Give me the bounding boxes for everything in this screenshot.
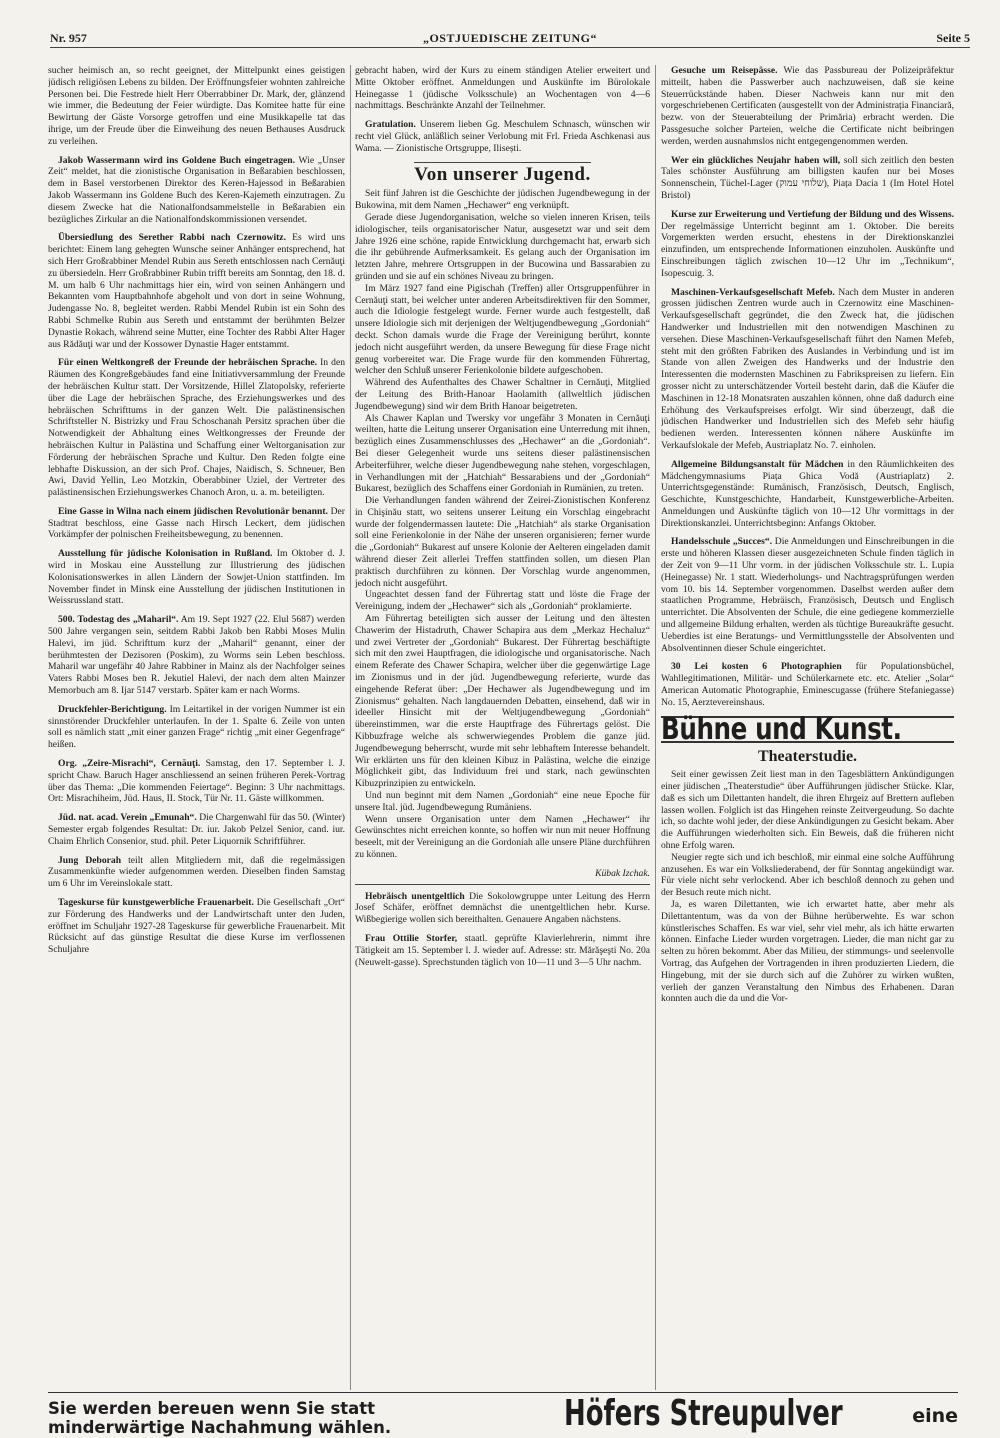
article-heading: Druckfehler-Berichtigung. xyxy=(58,703,167,715)
separator xyxy=(355,884,650,885)
ad-text xyxy=(48,1399,508,1437)
article-title: Theaterstudie. xyxy=(757,748,858,766)
paragraph: Die Verhandlungen fanden während der Zeirei-Zionistischen Konferenz in Chişinău statt, wo seitens unserer Leitung ein Vorschlag eingebracht wurde der folgendermassen lautete: Die „Hatchiah“ als starke Organisation soll eine Ferienkolonie in der Nähe der unseren organisieren; ferner wurde die „Gordoniah“ Bukarest auf unsere Kolonie der Aelteren eingeladen damit während dieser Zeit allerlei Treffen stattfinden sollen, um diesen Plan praktisch durchführen zu können. Der Vorschlag wurde angenommen, jedoch nicht ausgeführt. xyxy=(355,495,650,589)
notice xyxy=(661,287,954,452)
notice-heading: Wer ein glückliches Neujahr haben will, xyxy=(671,154,841,166)
paragraph: Als Chawer Kaplan und Twersky vor ungefähr 3 Monaten in Cernăuţi weilten, hatte die Leitung unserer Organisation eine Unterredung mit ihnen, bezüglich eines Zusammenschlusses des „Hechawer“ an die „Gordoniah“. Bei dieser Gelegenheit wurde uns seitens dieser palästinensischen Arbeiterführer, welche dieser Jugendbewegung nahe stehen, vorgeschlagen, in Verhandlungen mit der „Hatchiah“ Bessarabiens und der „Gordoniah“ Bukarest, bezüglich des Schaffens einer Gordoniah in Rumänien, zu treten. xyxy=(355,412,650,495)
notice xyxy=(661,536,954,654)
article xyxy=(48,614,345,697)
page-header xyxy=(50,27,970,47)
header-rule xyxy=(50,47,970,48)
section-title: Von unserer Jugend. xyxy=(414,163,591,185)
article-body: staatl. geprüfte Klavierlehrerin, nimmt ihre Tätigkeit am 15. September l. J. wieder auf. Adresse: str. Mărăşeşti No. 20a (Neuwelt-gasse). Sprechstunden täglich von 10—11 und 3—5 Uhr nachm. xyxy=(355,932,650,968)
issue-number: Nr. 957 xyxy=(50,31,87,45)
article xyxy=(48,357,345,499)
article-body: Die Sokolowgruppe unter Leitung des Herrn Josef Schäfer, eröffnet demnächst die unentgeltlichen hebr. Kurse. Wißbegierige wollen sich bereithalten. Genauere Angaben nächstens. xyxy=(355,890,650,926)
article xyxy=(48,506,345,541)
article-body: Es wird uns berichtet: Einem lang gehegten Wunsche seiner Anhänger entsprechend, hat sich Herr Großrabbiner Mendel Rubin aus Sereth entschlossen nach Cernăuţi zu übersiedeln. Herr Großrabbiner Rubin trifft bereits am Sonntag, den 18. d. M. um halb 6 Uhr nachmittags hier ein, wird von seinen Anhängern und Bekannten vom Hauptbahnhofe abgeholt und von dort in seine Wohnung, Judengasse No. 8, begleitet werden. Rabbi Mendel Rubin ist ein Sohn des Rabbi Schmelke Rubin aus Sereth und entstammt der berühmten Belzer Dynastie Rokach, während seine Mutter, eine Tochter des Rabbi Alter Hager aus Rădăuţi war und der Kossower Dynastie Hager entstammt. xyxy=(48,232,345,350)
column-divider xyxy=(350,65,351,1390)
notice xyxy=(661,155,954,202)
notice-body: soll sich zeitlich den besten Tales schönster Ausführung am billigsten kaufen nur bei Moses Sonnenschein, Tüchel-Lager (שלוחי עמוק), Piața Dacia 1 (Im Hotel Hotel Bristol) xyxy=(661,154,954,201)
article xyxy=(48,758,345,805)
article-body: Im Oktober d. J. wird in Moskau eine Ausstellung zur Illustrierung des jüdischen Kolonisationswerkes in allen Ländern der Sowjet-Union stattfinden. Im November findet in Minsk eine Ausstellung der jüdischen Institutionen in Weissrussland statt. xyxy=(48,548,345,607)
column-2 xyxy=(355,65,650,1390)
article-heading: Gratulation. xyxy=(365,119,416,131)
paragraph: Gerade diese Jugendorganisation, welche so vielen inneren Krisen, teils idiologischer, teils organisatorischer Natur, ausgesetzt war und seit dem Jahre 1926 eine schöne, rapide Entwicklung durchgemacht hat, erwarb sich die ihr gebührende Aufmerksamkeit. Es gelang auch der Organisation im letzten Jahre, mehrere Ortsgruppen in der Bucowina und Bassarabien zu gründen und sie auf ein schönes Niveau zu bringen. xyxy=(355,211,650,282)
article xyxy=(355,119,650,154)
article-heading: 500. Todestag des „Maharil“. xyxy=(58,614,179,626)
article-heading: Hebräisch unentgeltlich xyxy=(365,890,465,902)
notice-heading: 30 Lei kosten 6 Photographien xyxy=(671,661,842,673)
notice-heading: Maschinen-Verkaufsgesellschaft Mefeb. xyxy=(671,286,835,298)
signature: Kübak Izchak. xyxy=(595,867,650,879)
column-1 xyxy=(48,65,345,1390)
separator xyxy=(414,162,591,163)
notice-heading: Kurse zur Erweiterung und Vertiefung der Bildung und des Wissens. xyxy=(671,208,954,220)
article-body: gebracht haben, wird der Kurs zu einem ständigen Atelier erweitert und Mitte Oktober eröffnet. Anmeldungen und Auskünfte im Bürolokale Heinegasse 1 (jüdische Volksschule) an Wochentagen von 4—6 nachmittags. Beschränkte Anzahl der Teilnehmer. xyxy=(355,65,650,112)
paragraph: Wenn unsere Organisation unter dem Namen „Hechawer“ ihr Gewünschtes nicht erreichen konnte, so hoffen wir nun mit neuer Hoffnung beseelt, mit der Vereinigung an die Gordoniah alle unsere Pläne durchführen zu können. xyxy=(355,813,650,860)
article-heading: Tageskurse für kunstgewerbliche Frauenarbeit. xyxy=(58,897,254,908)
notice-heading: Handelsschule „Succes“. xyxy=(671,536,773,548)
article-body: Samstag, den 17. September l. J. spricht Chaw. Baruch Hager anschliessend an seinen früheren Perek-Vortrag über das Thema: „Die kommenden Feiertage“. Beginn: 3 Uhr nachmittags. Ort: Misrachiheim, Jüd. Haus, II. Stock, Tür Nr. 11. Gäste willkommen. xyxy=(48,758,345,805)
page-label: Seite 5 xyxy=(936,31,970,45)
article-body: Die Chargenwahl für das 50. (Winter) Semester ergab folgendes Resultat: Dr. iur. Jakob Pelzel Senior, cand. iur. Chaim Ehrlich Consenior, stud. phil. Peter Liquornik Schriftführer. xyxy=(48,812,345,847)
paragraph: Im März 1927 fand eine Pigischah (Treffen) aller Ortsgruppenführer in Cernăuţi statt, bei welcher unter anderen Arbeitsdirektiven für den Sommer, auch die Idiologie festgelegt wurde. Ferner wurde auch festgestellt, daß unsere Idiologie sich mit derjenigen der Weltjugendbewegung „Gordoniah“ deckt. Schon damals wurde die Frage der Vereinigung berührt, konnte jedoch nicht ausgeführt werden, da unsere Bewegung für diese Frage nicht genug vorbereitet war. Die Frage wurde für den kommenden Führertag, welcher den Schluß unserer Ferienkolonie bildete aufgeschoben. xyxy=(355,282,650,377)
paragraph: Am Führertag beteiligten sich ausser der Leitung und den ältesten Chawerim der Histadruth, Chawer Schapira aus dem „Merkaz Hechaluz“ und zwei Vertreter der „Gordoniah“ Bukarest. Der Führertag beschäftigte sich mit den zwei Hauptfragen, die idiologische und organisatorische. Nach einem Referate des Chawer Schapira, welcher über die gegenwärtige Lage im Zionismus und in der jüd. Jugendbewegung referierte, wurde das eingehende Referat über: „Der Hechawer als Jugendbewegung und im Zionismus“ gehalten. Nach langdauernden Debatten, einsehend, daß wir in ideeller Hinsicht mit der Weltjugendbewegung „Gordoniah“ übereinstimmen, war die erste Hauptfrage des Führertags gelöst. Die Kibbuzfrage welche als schwerwiegendes Problem die ganze jüd. Jugendbewegung beherrscht, wurde mit sehr lebhaftem Interesse behandelt. Wir erklärten uns für den kleinen Kibuz in Palästina, welche die einzige Möglichkeit gibt, das Individuum frei und stark, nach gewünschten Kibuzprinzipien zu entwickeln. xyxy=(355,613,650,790)
article-heading: Übersiedlung des Serether Rabbi nach Czernowitz. xyxy=(58,232,286,244)
article-body: Die Gesellschaft „Ort“ zur Förderung des Handwerks und der Landwirtschaft unter den Juden, eröffnet im Schuljahr 1927-28 Tageskurse für gewerbliche Frauenarbeit. Mit Rücksicht auf das günstige Resultat die diese Kurse im verflossenen Schuljahre xyxy=(48,897,345,956)
article-body: Im Leitartikel in der vorigen Nummer ist ein sinnstörender Druckfehler unterlaufen. In der 1. Spalte 6. Zeile von unten soll es nämlich statt „mit einer ganzen Frage“ richtig „mit einer Gegenfrage“ heißen. xyxy=(48,703,345,751)
notice xyxy=(661,209,954,280)
notice xyxy=(661,459,954,530)
section-banner xyxy=(661,711,954,747)
paragraph: Seit fünf Jahren ist die Geschichte der jüdischen Jugendbewegung in der Bukowina, mit dem Namen „Hechawer“ eng verknüpft. xyxy=(355,188,650,212)
article xyxy=(48,812,345,847)
paragraph: Ja, es waren Dilettanten, wie ich erwartet hatte, aber mehr als Dilettantentum, was da von der Bühne herüberwehte. Es war schon künstlerisches Schaffen. Es war viel, sehr viel mehr, als ich hätte erwarten können. Einfache Lieder wurden vorgetragen. Lieder, die man nicht gar zu selten zu hören bekommt. Aber das Milieu, der stimmungs- und seelenvolle Vortrag, das Aufgehen der Vortragenden in ihren produzierten Liedern, die Hingebung, mit der sie durch sich auf die Zuhörer zu wirken wußten, verlieh der ganzen Veranstaltung den Nimbus des Erhabenen. Daran konnten auch die da und die Vor- xyxy=(661,899,954,1005)
article-heading: Frau Ottilie Storfer, xyxy=(365,932,458,944)
article xyxy=(48,704,345,751)
paragraph: Und nun beginnt mit dem Namen „Gordoniah“ eine neue Epoche für unsere Ital. jüd. Jugendbewegung Rumäniens. xyxy=(355,790,650,813)
article xyxy=(48,855,345,890)
notice xyxy=(661,65,954,148)
paragraph: Neugier regte sich und ich beschloß, mir einmal eine solche Aufführung anzusehen. Es war ein Volksliederabend, der für Sonntag angekündigt war. Für viele nicht sehr verlockend. Aber ich beschloß dennoch zu gehen und der Besuch reute mich nicht. xyxy=(661,851,954,899)
paragraph: Seit einer gewissen Zeit liest man in den Tagesblättern Ankündigungen einer jüdischen „Theaterstudie“ über Aufführungen jüdischer Stücke. Klar, daß es sich um Dilettanten handelt, die ihren Ehrgeiz auf Brettern aufleben lassen wollen. Folglich ist das Hingehen reinste Zeitvergeudung. So dachte ich, so dachte wohl jeder, der diese Ankündigungen zu Gesicht bekam. Aber die Aufführungen wiederholten sich. Ein Beweis, daß die früheren nicht ohne Erfolg waren. xyxy=(661,769,954,852)
notice-body: Nach dem Muster in anderen grossen jüdischen Zentren wurde auch in Czernowitz eine Maschinen-Verkaufsgesellschaft gegründet, die den Zweck hat, die jüdischen Handwerker und Industriellen mit den notwendigen Maschinen zu versehen. Diese Maschinen-Verkaufsgesellschaft führt den Namen Mefeb, steht mit den größten Fabriken des Auslandes in Verbindung und ist im Stande von allen Zweigen des Handwerks und der Industrie den Interessenten die modernsten Maschinen zu Fabrikspreisen zu liefern. Ein grosser nicht zu unterschätzender Vorteil besteht darin, daß die Käufer die Maschinen in 12-18 Monatsraten auszahlen können, ohne daß dadurch eine Erhöhung des Verkaufspreises erfolgt. Wir sind überzeugt, daß die jüdischen Handwerker und Industriellen sich des Mefeb sehr häufig bedienen werden. Interessenten können nähere Auskünfte im Verkaufslokale der Mefeb, Austriaplatz No. 7. einholen. xyxy=(661,286,954,451)
notices xyxy=(661,65,954,709)
article-body: Am 19. Sept 1927 (22. Elul 5687) werden 500 Jahre vergangen sein, seitdem Rabbi Jakob ben Rabbi Moses Mulin Halevi, im jüd. Schrifttum kurz der „Maharil“ genannt, einer der berühmtesten der Dezisoren (Poskim), zu Worms sein Leben beschloss. Maharil war ungefähr 40 Jahre Rabbiner in Mainz als der Nachfolger seines Vaters Rabbi Moses ben R. Jekutiel Halevi, der nach dem alten Mainzer Memorbuch am 8. Ijar 5147 verstarb. Später kam er nach Worms. xyxy=(48,614,345,697)
article xyxy=(355,891,650,926)
article-heading: Jüd. nat. acad. Verein „Emunah“. xyxy=(58,812,197,824)
ad-line: minderwärtige Nachahmung wählen. xyxy=(48,1418,392,1437)
ad-brand: Höfers Streupulver xyxy=(564,1393,843,1434)
column-divider xyxy=(655,65,656,1390)
article-heading: Jung Deborah xyxy=(58,854,122,866)
notice-heading: Gesuche um Reisepässe. xyxy=(671,65,778,76)
notice-body: Die Anmeldungen und Einschreibungen in die erste und höheren Klassen dieser ausgezeichneten Schule finden täglich in der Zeit von 9—11 Uhr vorm. in der jüdischen Volksschule str. L. Lupia (Heinegasse) Nr. 1 statt. Wiederholungs- und Nachtragsprüfungen werden vom 10. bis 14. September vorgenommen. Daselbst werden außer dem staatlichen Programme, Hebräisch, Französisch, Deutsch und Englisch unterrichtet. Die Absolventen der Schule, die eine gediegene kommerzielle und allgemeine Bildung erhalten, werden als tüchtige Bureaukräfte gesucht. Ueberdies ist eine Beratungs- und Vermittlungsstelle der Absolventen und Absolventinnen dieser Schule eingerichtet. xyxy=(661,536,954,654)
paragraph: Ungeachtet dessen fand der Führertag statt und löste die Frage der Vereinigung, indem der „Hechawer“ sich als „Gordoniah“ proklamierte. xyxy=(355,589,650,613)
jugend-article xyxy=(355,188,650,860)
paragraph: Während des Aufenthaltes des Chawer Schaltner in Cernăuţi, Mitglied der Leitung des Brith-Hanoar Haolamith (allweltlich jüdischen Jugendbewegung) sind wir dem Brith Hanoar beigetreten. xyxy=(355,377,650,412)
article-heading: Für einen Weltkongreß der Freunde der hebräischen Sprache. xyxy=(58,357,317,369)
article xyxy=(48,897,345,956)
article-heading: Eine Gasse in Wilna nach einem jüdischen Revolutionär benannt. xyxy=(58,505,328,517)
article-heading: Jakob Wassermann wird ins Goldene Buch eingetragen. xyxy=(58,154,296,166)
article-body: sucher heimisch an, so recht geeignet, der Mittelpunkt eines geistigen jüdisch religiösen Lebens zu bilden. Der Eröffnungsfeier wohnten zahlreiche Personen bei. Die Festrede hielt Herr Oberrabbiner Dr. Mark, der, glänzend wie immer, die Bedeutung der Feier würdigte. Das Komitee hatte für eine Bewirtung der Gäste Vorsorge getroffen und eine Musikkapelle tat das ihrige, um der Freude über die Einweihung des neuen Bethauses Ausdruck zu verleihen. xyxy=(48,65,345,147)
theater-article xyxy=(661,769,954,1005)
column-3 xyxy=(661,65,954,1390)
article xyxy=(48,155,345,226)
article xyxy=(48,65,345,148)
notice-body: Der regelmässige Unterricht beginnt am 1. Oktober. Die bereits Vorgemerkten werden ersucht, ehestens in der Direktionskanzlei einzufinden, um entsprechende Informationen einzuholen. Auskünfte und Einschreibungen täglich zwischen 10—12 Uhr im „Technikum“, Isopescuig. 3. xyxy=(661,220,954,279)
newspaper-title: „OSTJUEDISCHE ZEITUNG“ xyxy=(422,31,598,45)
ad-line: Sie werden bereuen wenn Sie statt xyxy=(48,1399,376,1418)
article-heading: Ausstellung für jüdische Kolonisation in Rußland. xyxy=(58,548,273,560)
article-body: teilt allen Mitgliedern mit, daß die regelmässigen Zusammenkünfte wieder aufgenommen werden. Dieselben finden Samstag um 6 Uhr im Vereinslokale statt. xyxy=(48,854,345,890)
section-title: Bühne und Kunst. xyxy=(661,711,902,747)
article-body: Der Stadtrat beschloss, eine Gasse nach Hirsch Leckert, dem jüdischen Vorkämpfer der polnischen Freiheitsbewegung, zu benennen. xyxy=(48,505,345,541)
article xyxy=(48,232,345,350)
ad-trailing: eine xyxy=(912,1405,958,1427)
notice-heading: Allgemeine Bildungsanstalt für Mädchen xyxy=(671,458,844,470)
article-heading: Org. „Zeire-Misrachi“, Cernăuţi. xyxy=(58,758,201,770)
advertisement xyxy=(48,1392,958,1437)
article xyxy=(355,933,650,968)
article-body: Wie „Unser Zeit“ meldet, hat die zionistische Organisation in Beßarabien beschlossen, dem in Basel verstorbenen Direktor des Keren-Hajessod in Beßarabien Jakob Wassermann ins Goldene Buch des Keren-Kajemeth einzutragen. Zu diesem Zwecke hat die Nationalfondsammelstelle in Beßarabien ein bezügliches Zirkular an die Nationalfondskommissionen versendet. xyxy=(48,154,345,225)
article-body: In den Räumen des Kongreßgebäudes fand eine Initiativversammlung der Freunde der hebräischen Kultur statt. Der Vorsitzende, Hillel Zlatopolsky, referierte über die Lage der hebräischen Sprache, des Erziehungswerkes und des hebräischen Schrifttums in der ganzen Welt. Die palästinensischen Schriftsteller N. Bistrizky und Frau Schoschanah Persitz sprachen über die Notwendigkeit der Abhaltung eines Weltkongresses der Freunde der hebräischen Kultur in Palästina und Schaffung einer Weltorganisation zur Förderung der hebräischen Sprache und Kultur. Den Reden folgte eine lebhafte Diskussion, an der sich Prof. Chajes, Naidisch, S. Schneuer, Ben Awi, David Yellin, Leo Motzkin, Oberabbiner Uziel, der Vertreter des palästinensischen Erziehungswerkes Chanoch Aron, u. a. m. beteiligten. xyxy=(48,357,345,499)
notice-body: für Populationsbüchel, Wahllegitimationen, Militär- und Schülerkarnete etc. etc. Atelier „Solar“ American Automatic Photographie, Eminescugasse (frühere Stefaniegasse) No. 15, Aerztevereinshaus. xyxy=(661,661,954,708)
article-body: Unserem lieben Gg. Meschulem Schnasch, wünschen wir recht viel Glück, anläßlich seiner Verlobung mit Frl. Frieda Aschkenasi aus Wama. — Zionistische Ortsgruppe, Ilisești. xyxy=(355,119,650,154)
notice xyxy=(661,661,954,708)
notice-body: in den Räumlichkeiten des Mädchengymnasiums Piața Ghica Vodă (Austriaplatz) 2. Unterrichtsgegenstände: Rumänisch, Französisch, Deutsch, Englisch, Geschichte, Kunstgeschichte, Handarbeit, Kunstgewerbliche-Arbeiten. Anmeldungen und Auskünfte täglich von 10—12 Uhr vormittags in der Direktionskanzlei. Unterrichtsbeginn: Anfangs Oktober. xyxy=(661,458,954,529)
notice-body: Wie das Passbureau der Polizeipräfektur mitteilt, haben die Passwerber auch nachzuweisen, daß sie keine Steuerrückstände haben. Dieser Nachweis kann nur mit den vorgeschriebenen Certificaten (ausgestellt von der Administrația Financiară, bezw. von der Steuerabteilung der Primăria) erbracht werden. Die Passgesuche solcher Parteien, welche die Certificate nicht beibringen werden, werden ausnahmslos nicht entgegengenommen werden. xyxy=(661,65,954,147)
article xyxy=(355,65,650,112)
article xyxy=(48,548,345,607)
